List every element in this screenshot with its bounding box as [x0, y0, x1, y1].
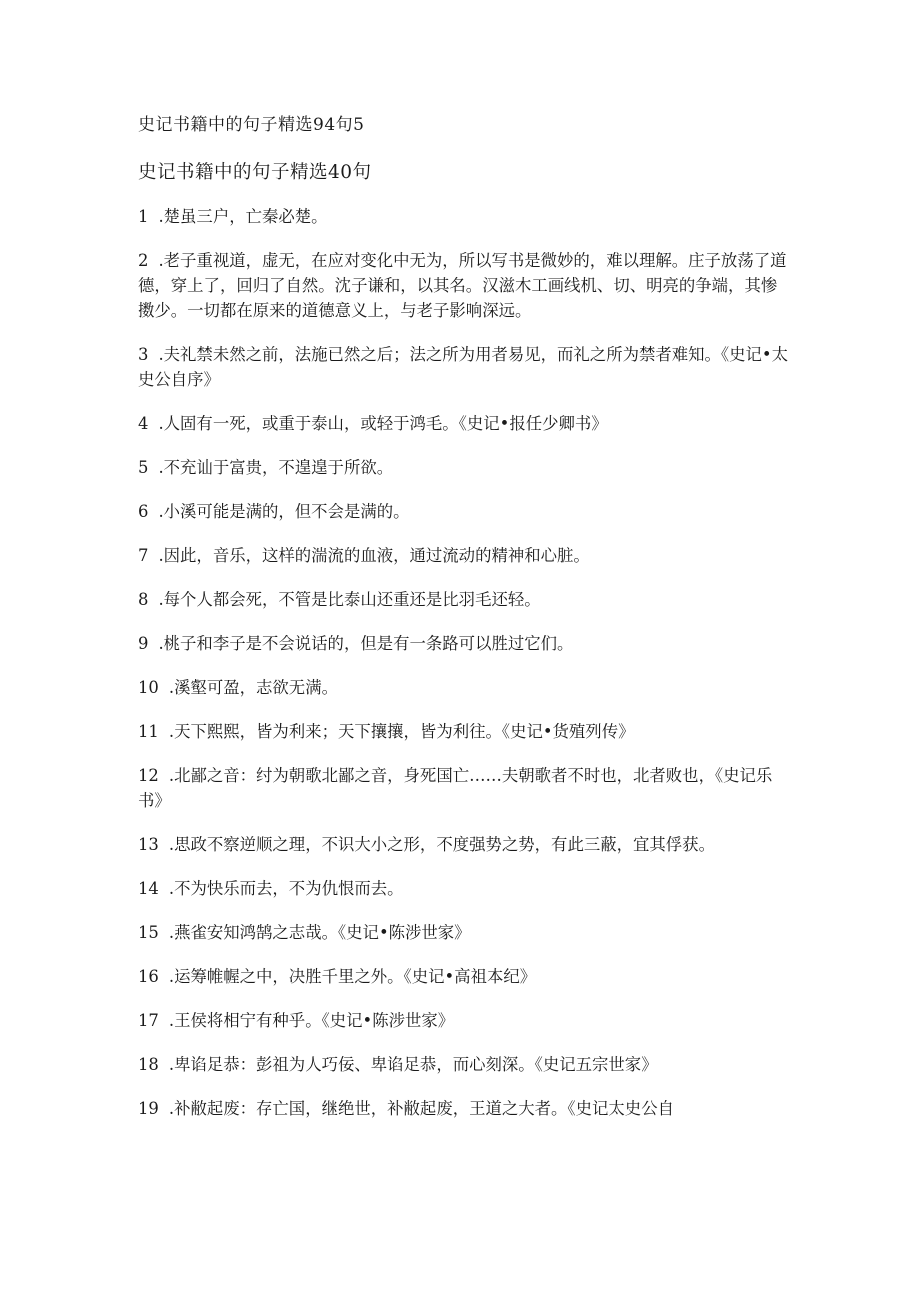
quote-item — [138, 455, 788, 480]
quote-item — [138, 964, 788, 989]
quote-item — [138, 411, 788, 436]
quote-item — [138, 675, 788, 700]
quote-number: 16 — [138, 967, 159, 986]
quote-number: 6 — [138, 502, 149, 521]
quote-item — [138, 920, 788, 945]
quote-text: .北鄙之音：纣为朝歌北鄙之音，身死国亡……夫朝歌者不时也，北者败也，《史记乐书》 — [138, 766, 773, 810]
quote-item — [138, 631, 788, 656]
quote-number: 9 — [138, 634, 149, 653]
quote-text: .老子重视道，虚无，在应对变化中无为，所以写书是微妙的，难以理解。庄子放荡了道德，穿上了，回归了自然。沈子谦和，以其名。汉滋木工画线机、切、明亮的争端，其惨擞少。一切都在原来的道德意义上，与老子影响深远。 — [138, 251, 787, 320]
quote-text: .不为快乐而去，不为仇恨而去。 — [168, 879, 404, 898]
quote-number: 19 — [138, 1099, 159, 1118]
quote-text: .王侯将相宁有种乎。《史记•陈涉世家》 — [168, 1011, 455, 1030]
quote-number: 2 — [138, 251, 149, 270]
quote-item — [138, 763, 788, 813]
quote-item — [138, 876, 788, 901]
quote-text: .不充讪于富贵，不遑遑于所欲。 — [158, 458, 394, 477]
quote-text: .夫礼禁未然之前，法施已然之后；法之所为用者易见，而礼之所为禁者难知。《史记•太史公自序》 — [138, 345, 788, 389]
quote-number: 18 — [138, 1055, 159, 1074]
quote-item — [138, 499, 788, 524]
quote-number: 8 — [138, 590, 149, 609]
quote-number: 4 — [138, 414, 149, 433]
quote-item — [138, 342, 788, 392]
quote-number: 11 — [138, 722, 159, 741]
quote-item — [138, 587, 788, 612]
quote-text: .天下熙熙，皆为利来；天下攘攘，皆为利往。《史记•货殖列传》 — [168, 722, 635, 741]
quote-item — [138, 1008, 788, 1033]
quote-item — [138, 832, 788, 857]
document-heading: 史记书籍中的句子精选40句 — [138, 162, 372, 183]
quote-text: .桃子和李子是不会说话的，但是有一条路可以胜过它们。 — [158, 634, 574, 653]
quote-number: 5 — [138, 458, 149, 477]
quote-text: .每个人都会死，不管是比泰山还重还是比羽毛还轻。 — [158, 590, 541, 609]
quote-number: 3 — [138, 345, 149, 364]
quote-item — [138, 719, 788, 744]
quote-text: .人固有一死，或重于泰山，或轻于鸿毛。《史记•报任少卿书》 — [158, 414, 608, 433]
quote-number: 12 — [138, 766, 159, 785]
quote-number: 7 — [138, 546, 149, 565]
quote-number: 1 — [138, 207, 149, 226]
quote-item — [138, 1052, 788, 1077]
quote-item — [138, 248, 788, 323]
quote-number: 14 — [138, 879, 159, 898]
document-title: 史记书籍中的句子精选94句5 — [138, 115, 365, 135]
quote-number: 13 — [138, 835, 159, 854]
quote-number: 10 — [138, 678, 159, 697]
quote-text: .运筹帷幄之中，决胜千里之外。《史记•高祖本纪》 — [168, 967, 537, 986]
quote-item — [138, 1096, 788, 1121]
quote-number: 17 — [138, 1011, 159, 1030]
quote-text: .溪壑可盈，志欲无满。 — [168, 678, 338, 697]
quote-number: 15 — [138, 923, 159, 942]
quote-list — [138, 204, 788, 1140]
quote-item — [138, 204, 788, 229]
quote-text: .补敝起废：存亡国，继绝世，补敝起废，王道之大者。《史记太史公自 — [168, 1099, 674, 1118]
quote-text: .燕雀安知鸿鹄之志哉。《史记•陈涉世家》 — [168, 923, 471, 942]
quote-item — [138, 543, 788, 568]
quote-text: .因此，音乐，这样的湍流的血液，通过流动的精神和心脏。 — [158, 546, 590, 565]
quote-text: .小溪可能是满的，但不会是满的。 — [158, 502, 410, 521]
quote-text: .楚虽三户，亡秦必楚。 — [158, 207, 328, 226]
quote-text: .卑谄足恭：彭祖为人巧佞、卑谄足恭，而心刻深。《史记五宗世家》 — [168, 1055, 658, 1074]
quote-text: .思政不察逆顺之理，不识大小之形，不度强势之势，有此三蔽，宜其俘获。 — [168, 835, 715, 854]
